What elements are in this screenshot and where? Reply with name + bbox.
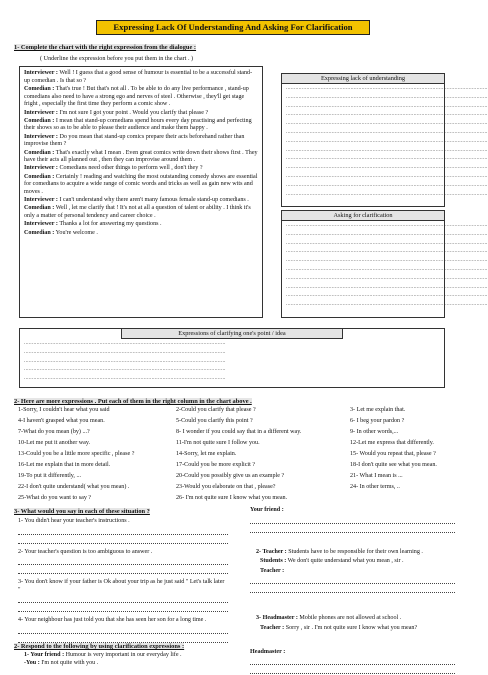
dialogue-speaker: Interviewer : [24,221,58,228]
right-dialogue-speaker: 3- Headmaster : [256,615,298,622]
expressions-col1 [18,407,134,506]
dialogue-speaker: Interviewer : [24,165,58,172]
answer-line [18,564,228,565]
right-dialogue-speaker: Your friend : [250,507,284,513]
answer-line [250,673,455,674]
clarify-header: Expressions of clarifying one's point / idea [121,329,343,339]
expression-item: 26- I'm not quite sure I know what you mean. [176,495,288,501]
answer-line [18,633,228,634]
section1-heading: 1- Complete the chart with the right expression from the dialogue : [14,44,197,51]
respond-text: Humour is very important in our everyday life . [65,652,182,658]
clarify-box [19,328,445,388]
right-dialogue-speaker: Teacher : [260,624,285,631]
right-dialogue-speaker: 2- Teacher : [256,548,287,555]
respond-item [24,652,234,660]
expression-item: 3- Let me explain that. [350,407,406,413]
dialogue-line [24,110,258,118]
respond-text: I'm not quite with you . [41,659,99,666]
answer-line: ................................................................................................................................ [24,340,226,346]
dialogue-text: Do you mean that stand-up comics prepare their acts beforehand rather than improvise them ? [24,133,245,148]
dialogue-speaker: Comedian : [24,205,55,212]
asking-clarification-box [281,210,488,318]
answer-line: ................................................................................................................................ [24,366,226,373]
clarify-lines [20,339,444,383]
dialogue-text: I can't understand why there aren't many famous female stand-up comedians . [59,197,249,204]
answer-line [18,573,228,574]
dialogue-line [24,165,258,173]
expression-item: 23-Would you elaborate on that , please? [176,484,276,490]
respond-list [24,652,234,667]
dialogue-speaker: Comedian : [24,229,55,236]
respond-speaker: 1- Your friend : [24,652,65,658]
answer-line: ................................................................................................................................ [286,230,488,237]
answer-line: ................................................................................................................................ [286,137,488,144]
answer-line: ................................................................................................................................ [286,301,488,308]
dialogue-text: Well ! I guess that a good sense of humour is essential to be a successful stand-up comedian . Is that so ? [24,70,253,84]
expression-item: 9- In other words,... [350,429,399,435]
answer-line [250,592,455,593]
right-dialogue-line [250,507,455,515]
answer-line: ................................................................................................................................ [286,155,488,162]
expression-item: 7-What do you mean (by) ...? [18,429,90,435]
expression-item: 4-I haven't grasped what you mean. [18,418,105,424]
answer-line: ................................................................................................................................ [24,348,226,355]
answer-line [18,611,228,612]
answer-line: ................................................................................................................................ [286,190,488,197]
answer-line: ................................................................................................................................ [286,181,488,188]
right-dialogue-text: We don't quite understand what you mean , sir . [287,558,404,565]
situation-item: 2- Your teacher's question is too ambiguous to answer . [18,548,153,555]
page-title: Expressing Lack Of Understanding And Asking For Clarification [96,20,370,35]
answer-line [18,543,228,544]
lack-of-understanding-box [281,73,488,207]
section1-instruction: ( Underline the expression before you put them in the chart . ) [40,55,194,62]
expression-item: 16-Let me explain that in more detail. [18,462,111,468]
dialogue-text: I mean that stand-up comedians spend hours every day practising and perfecting their shows so as to be able to please their audience and make them happy . [24,117,252,132]
right-dialogue-line [250,615,455,623]
answer-line: ................................................................................................................................ [286,239,488,246]
dialogue-line [24,205,258,220]
dialogue-text: Certainly ! reading and watching the most outstanding comedy shows are essential for comedians to acquire a wide range of comic words and tricks as well as gain new wits and moves . [24,173,258,196]
expression-item: 25-What do you want to say ? [18,495,92,501]
dialogue-text: Thanks a lot for answering my questions . [59,221,162,228]
dialogue-line [24,70,258,85]
expression-item: 15- Would you repeat that, please ? [350,451,436,457]
answer-line: ................................................................................................................................ [24,357,226,364]
answer-line: ................................................................................................................................ [286,172,488,179]
expression-item: 19-To put it differently, ... [18,473,82,479]
lack-header: Expressing lack of understanding [282,74,444,84]
dialogue-line [24,230,258,238]
dialogue-text: That's exactly what I mean . Even great comics write down their shows first . They have their acts all planned out , then they can improvise around them . [24,149,258,164]
section4-heading: 2- Respond to the following by using clarification expressions : [14,643,185,650]
respond-speaker: -You : [24,659,40,666]
dialogue-text: You're welcome . [55,229,98,236]
expression-item: 8- I wonder if you could say that in a different way. [176,429,302,435]
right-dialogue-line [250,649,455,657]
dialogue-text: I'm not sure I got your point . Would you clarify that please ? [59,109,209,116]
answer-line: ................................................................................................................................ [286,164,488,171]
answer-line: ................................................................................................................................ [24,375,226,382]
expression-item: 6- I beg your pardon ? [350,418,405,424]
expression-item: 10-Let me put it another way. [18,440,91,446]
dialogue-speaker: Interviewer : [24,197,58,204]
expression-item: 1-Sorry, I couldn't hear what you said [18,407,110,413]
expression-item: 13-Could you be a little more specific , please ? [18,451,135,457]
dialogue-text: Comedians need other things to perform well , don't they ? [59,165,203,172]
answer-line: ................................................................................................................................ [286,111,488,118]
expression-item: 17-Could you be more explicit ? [176,462,256,468]
dialogue-speaker: Interviewer : [24,133,58,140]
answer-line: ................................................................................................................................ [286,265,488,272]
asking-lines [282,221,488,309]
right-dialogue-line [250,558,455,566]
right-dialogue-text: Mobile phones are not allowed at school . [299,615,402,622]
dialogue-text: Well , let me clarify that ! It's not at all a question of talent or ability . I think it's only a matter of personal tendency and career choice . [24,205,251,220]
answer-line [250,583,455,584]
answer-line: ................................................................................................................................ [286,93,488,100]
situation-item: 3- You don't know if your father is Ok about your trip as he just said " Let's talk later " [18,579,225,593]
dialogue-line [24,86,258,109]
dialogue-box [19,66,263,318]
respond-item [24,660,234,668]
right-dialogue-speaker: Teacher : [260,567,285,574]
right-dialogues [250,507,455,674]
expression-item: 24- In other terms, .. [350,484,400,490]
answer-line [250,523,455,524]
expressions-col3 [350,407,437,506]
dialogue-speaker: Interviewer : [24,109,58,116]
answer-line: ................................................................................................................................ [286,292,488,299]
dialogue-line [24,134,258,149]
expression-item: 14-Sorry, let me explain. [176,451,237,457]
right-dialogue-text: Students have to be responsible for their own learning . [288,548,423,555]
dialogue-speaker: Comedian : [24,117,55,124]
expression-item: 11-I'm not quite sure I follow you. [176,440,260,446]
expression-item: 22-I don't quite understand( what you mean) . [18,484,130,490]
right-dialogue-line [250,625,455,633]
right-dialogue-line [250,568,455,576]
answer-line: ................................................................................................................................ [286,85,488,91]
section3-heading: 3- What would you say in each of these situation ? [14,508,150,515]
right-dialogue-line [250,549,455,557]
answer-line [18,534,228,535]
expression-item: 21- What I mean is ... [350,473,403,479]
expression-item: 5-Could you clarify this point ? [176,418,253,424]
dialogue-speaker: Interviewer : [24,70,58,76]
answer-line: ................................................................................................................................ [286,128,488,135]
situations-list [18,518,228,643]
answer-line: ................................................................................................................................ [286,222,488,228]
dialogue-line [24,118,258,133]
dialogue-line [24,174,258,197]
answer-line: ................................................................................................................................ [286,248,488,255]
dialogue-speaker: Comedian : [24,173,55,180]
expression-item: 2-Could you clarify that please ? [176,407,256,413]
situation-item: 4- Your neighbour has just told you that she has seen her son for a long time . [18,617,207,624]
dialogue-line [24,221,258,229]
dialogue-speaker: Comedian : [24,149,55,156]
answer-line: ................................................................................................................................ [286,283,488,290]
answer-line [250,664,455,665]
dialogue-line [24,197,258,205]
answer-line [250,532,455,533]
answer-line: ................................................................................................................................ [286,257,488,264]
situation-item: 1- You didn't hear your teacher's instructions . [18,518,130,524]
answer-line: ................................................................................................................................ [286,146,488,153]
answer-line: ................................................................................................................................ [286,102,488,109]
dialogue-speaker: Comedian : [24,85,55,92]
answer-line: ................................................................................................................................ [286,120,488,127]
answer-line [18,602,228,603]
answer-line: ................................................................................................................................ [286,274,488,281]
right-dialogue-speaker: Students : [260,558,287,565]
expression-item: 20-Could you possibly give us an example ? [176,473,285,479]
dialogue-text: That's true ! But that's not all . To be able to do any live performance , stand-up comedians also need to have a strong ego and nerves of steel . Otherwise , they'll get stage fright , especially the first time they perform a comic show . [24,85,249,108]
expressions-col2 [176,407,301,506]
expression-item: 12-Let me express that differently. [350,440,434,446]
asking-header: Asking for clarification [282,211,444,221]
section2-heading: 2- Here are more expressions . Put each of them in the right column in the chart above . [14,398,252,405]
dialogue-line [24,150,258,165]
lack-lines [282,84,488,198]
right-dialogue-speaker: Headmaster : [250,648,286,655]
expression-item: 18-I don't quite see what you mean. [350,462,437,468]
expression-item [350,495,437,506]
right-dialogue-text: Sorry , sir . I'm not quite sure I know what you mean? [285,624,418,631]
